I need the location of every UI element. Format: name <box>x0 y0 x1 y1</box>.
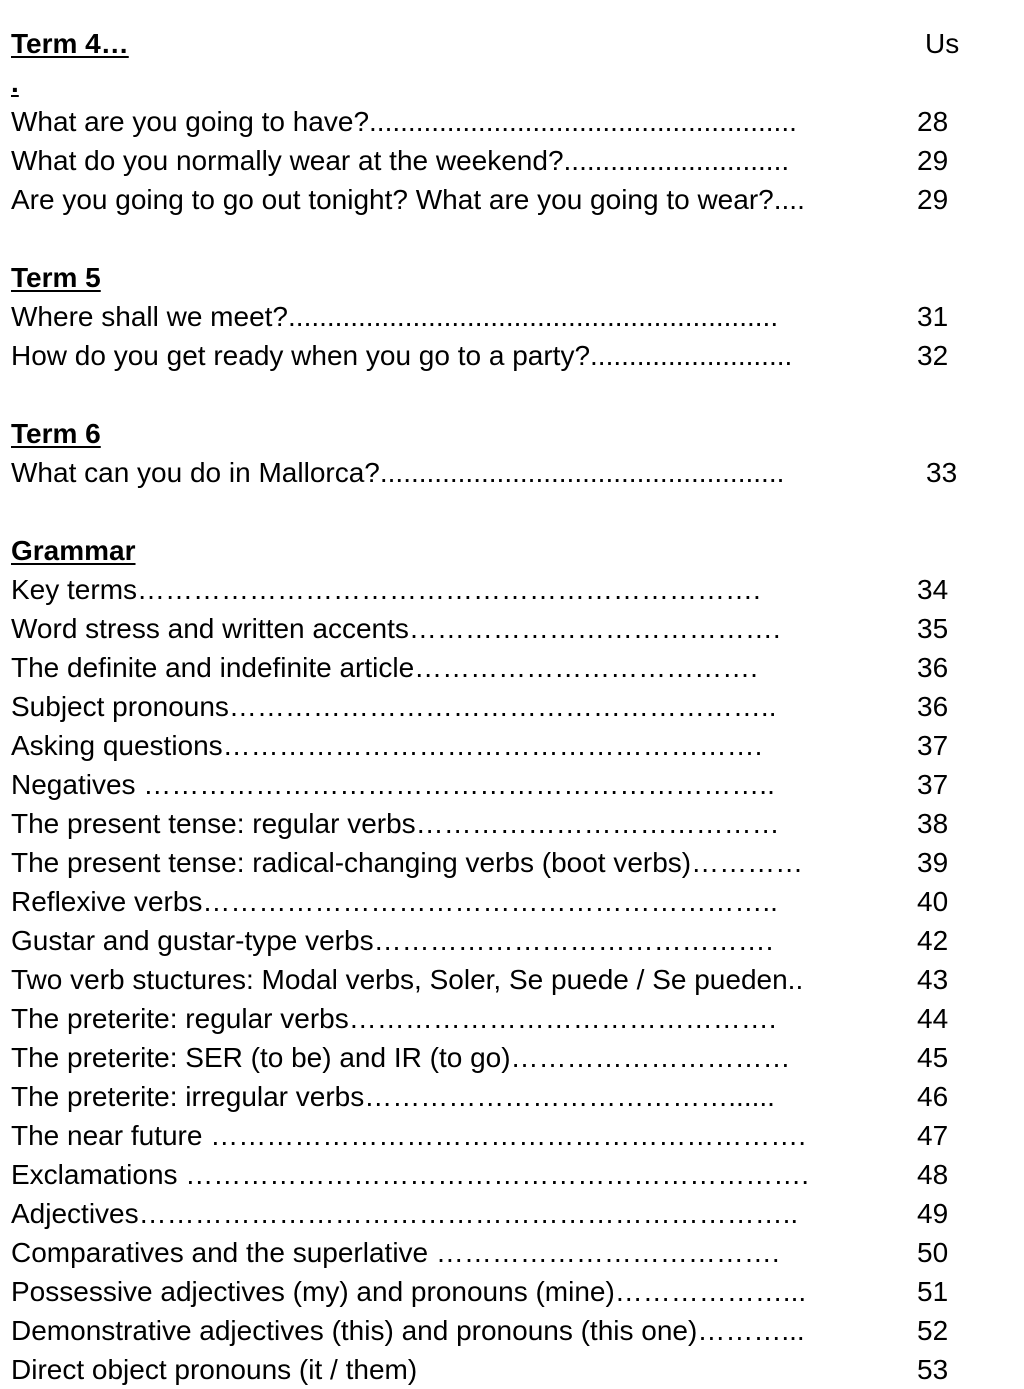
toc-entry-title: Word stress and written accents…………………………………. <box>11 613 781 644</box>
term6-heading: Term 6 <box>11 418 101 449</box>
toc-entry-page: 44 <box>917 1003 949 1034</box>
toc-entry-title: The definite and indefinite article………………………………. <box>11 652 758 683</box>
toc-entry-title: The preterite: irregular verbs…………………………………...... <box>11 1081 775 1112</box>
toc-entry-title: Asking questions…………………………………………………. <box>11 730 763 761</box>
toc-entry-page: 37 <box>917 730 949 761</box>
term5-heading: Term 5 <box>11 262 101 293</box>
toc-entry-title: What can you do in Mallorca?.................................................... <box>11 457 785 488</box>
toc-entry <box>11 843 971 882</box>
toc-entry <box>11 1038 971 1077</box>
toc-entry-page: 46 <box>917 1081 949 1112</box>
toc-entry-title: The present tense: radical-changing verbs (boot verbs)………… <box>11 847 804 878</box>
toc-entry <box>11 1350 971 1389</box>
toc-entry-title: The preterite: SER (to be) and IR (to go)………………………… <box>11 1042 791 1073</box>
toc-entry-title: The near future ………………………………………………………. <box>11 1120 807 1151</box>
toc-entry <box>11 1155 971 1194</box>
toc-entry <box>11 609 971 648</box>
toc-entry-page: 34 <box>917 574 949 605</box>
toc-entry-title: Demonstrative adjectives (this) and pronouns (this one)………... <box>11 1315 805 1346</box>
toc-entry-page: 33 <box>926 457 958 488</box>
grammar-heading: Grammar <box>11 535 136 566</box>
toc-entry-title: Gustar and gustar-type verbs……………………………………. <box>11 925 774 956</box>
toc-entry <box>11 1233 971 1272</box>
toc-entry-title: Are you going to go out tonight? What are you going to wear?.... <box>11 184 805 215</box>
toc-entry <box>11 336 971 375</box>
toc-entry-title: The preterite: regular verbs………………………………………. <box>11 1003 777 1034</box>
toc-entry-page: 47 <box>917 1120 949 1151</box>
toc-entry <box>11 1272 971 1311</box>
stray-mark: . <box>11 67 19 98</box>
toc-entry <box>11 687 971 726</box>
toc-entry-page: 39 <box>917 847 949 878</box>
toc-entry-page: 52 <box>917 1315 949 1346</box>
toc-entry <box>11 570 971 609</box>
toc-entry-page: 31 <box>917 301 949 332</box>
toc-entry-title: Adjectives…………………………………………………………….. <box>11 1198 799 1229</box>
toc-entry-page: 53 <box>917 1354 949 1385</box>
toc-entry <box>11 180 971 219</box>
toc-entry <box>11 921 971 960</box>
toc-entry-page: 32 <box>917 340 949 371</box>
toc-entry-page: 37 <box>917 769 949 800</box>
toc-entry-page: 45 <box>917 1042 949 1073</box>
toc-entry-page: 28 <box>917 106 949 137</box>
toc-entry <box>11 1077 971 1116</box>
toc-entry-page: 43 <box>917 964 949 995</box>
toc-entry <box>11 1116 971 1155</box>
toc-entry <box>11 765 971 804</box>
toc-entry-page: 49 <box>917 1198 949 1229</box>
toc-entry-page: 29 <box>917 145 949 176</box>
toc-entry-title: Possessive adjectives (my) and pronouns (mine)………………... <box>11 1276 807 1307</box>
toc-entry-page: 36 <box>917 652 949 683</box>
term4-heading: Term 4… <box>11 28 129 59</box>
toc-entry-title: Comparatives and the superlative ………………………………. <box>11 1237 780 1268</box>
toc-entry-title: What are you going to have?....................................................... <box>11 106 797 137</box>
toc-entry-title: The present tense: regular verbs………………………………… <box>11 808 780 839</box>
toc-entry-title: Negatives ………………………………………………………….. <box>11 769 775 800</box>
toc-entry-page: 35 <box>917 613 949 644</box>
toc-entry-title: How do you get ready when you go to a party?.......................... <box>11 340 793 371</box>
toc-entry <box>11 1194 971 1233</box>
toc-entry-page: 51 <box>917 1276 949 1307</box>
column-label: Us <box>925 28 960 59</box>
toc-entry <box>11 999 971 1038</box>
toc-entry-title: Reflexive verbs…………………………………………………….. <box>11 886 778 917</box>
toc-entry <box>11 804 971 843</box>
toc-entry <box>11 141 971 180</box>
toc-entry-page: 36 <box>917 691 949 722</box>
toc-entry-title: Subject pronouns………………………………………………….. <box>11 691 777 722</box>
toc-entry-title: What do you normally wear at the weekend?............................. <box>11 145 790 176</box>
toc-entry-page: 40 <box>917 886 949 917</box>
toc-entry <box>11 453 971 492</box>
toc-entry-title: Two verb stuctures: Modal verbs, Soler, Se puede / Se pueden.. <box>11 964 804 995</box>
toc-entry-title: Key terms…………………………………………………………. <box>11 574 761 605</box>
toc-entry <box>11 726 971 765</box>
toc-entry <box>11 1311 971 1350</box>
toc-entry-title: Exclamations …………………………………………………………. <box>11 1159 810 1190</box>
toc-entry-page: 50 <box>917 1237 949 1268</box>
toc-entry-page: 29 <box>917 184 949 215</box>
toc-entry <box>11 882 971 921</box>
toc-entry-page: 38 <box>917 808 949 839</box>
toc-entry-title: Direct object pronouns (it / them) <box>11 1354 418 1385</box>
toc-entry-title: Where shall we meet?............................................................... <box>11 301 779 332</box>
toc-entry-page: 48 <box>917 1159 949 1190</box>
toc-entry <box>11 102 971 141</box>
toc-entry <box>11 960 971 999</box>
toc-entry-page: 42 <box>917 925 949 956</box>
toc-entry <box>11 648 971 687</box>
toc-entry <box>11 297 971 336</box>
